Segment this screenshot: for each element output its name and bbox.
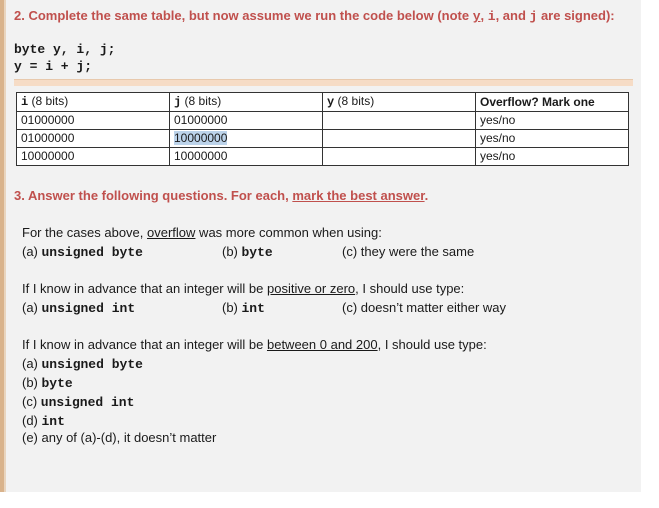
question-c-text: If I know in advance that an integer will be between 0 and 200, I should use type: <box>22 337 487 352</box>
question-b-option-c[interactable]: (c) doesn’t matter either way <box>342 300 507 315</box>
cell-i: 01000000 <box>17 112 170 130</box>
highlighted-value: 10000000 <box>174 131 228 145</box>
header-i: i (8 bits) <box>17 93 170 112</box>
cell-j: 01000000 <box>170 112 323 130</box>
question-c-option-a[interactable]: (a) unsigned byte <box>22 356 143 372</box>
cell-y[interactable] <box>323 148 476 166</box>
code-line-1: byte y, i, j; <box>14 42 116 57</box>
cell-y[interactable] <box>323 112 476 130</box>
cell-overflow[interactable]: yes/no <box>476 112 629 130</box>
section-divider <box>14 79 633 86</box>
question-b-option-b[interactable]: (b) int <box>222 300 265 316</box>
question-2-heading: 2. Complete the same table, but now assume we run the code below (note y, i, and j are signed): <box>14 8 615 24</box>
question-b-text: If I know in advance that an integer will be positive or zero, I should use type: <box>22 281 465 296</box>
question-c-option-b[interactable]: (b) byte <box>22 375 73 391</box>
code-line-2: y = i + j; <box>14 59 93 74</box>
cell-overflow[interactable]: yes/no <box>476 148 629 166</box>
cell-j <box>170 130 323 148</box>
left-border-inner <box>4 0 6 492</box>
table-header-row <box>17 93 629 112</box>
question-c-option-e[interactable]: (e) any of (a)-(d), it doesn’t matter <box>22 430 217 445</box>
table-row <box>17 130 629 148</box>
table-row <box>17 148 629 166</box>
table-row <box>17 112 629 130</box>
question-a-option-c[interactable]: (c) they were the same <box>342 244 475 259</box>
cell-overflow[interactable]: yes/no <box>476 130 629 148</box>
cell-i: 10000000 <box>17 148 170 166</box>
cell-y[interactable] <box>323 130 476 148</box>
overflow-table <box>16 92 629 166</box>
question-b-option-a[interactable]: (a) unsigned int <box>22 300 136 316</box>
question-a-text: For the cases above, overflow was more common when using: <box>22 225 382 240</box>
question-a-option-a[interactable]: (a) unsigned byte <box>22 244 143 260</box>
header-overflow: Overflow? Mark one <box>476 93 629 112</box>
question-a-option-b[interactable]: (b) byte <box>222 244 273 260</box>
header-y: y (8 bits) <box>323 93 476 112</box>
header-j: j (8 bits) <box>170 93 323 112</box>
cell-i: 01000000 <box>17 130 170 148</box>
question-c-option-c[interactable]: (c) unsigned int <box>22 394 135 410</box>
question-3-heading: 3. Answer the following questions. For each, mark the best answer. <box>14 188 429 203</box>
question-c-option-d[interactable]: (d) int <box>22 413 65 429</box>
cell-j: 10000000 <box>170 148 323 166</box>
